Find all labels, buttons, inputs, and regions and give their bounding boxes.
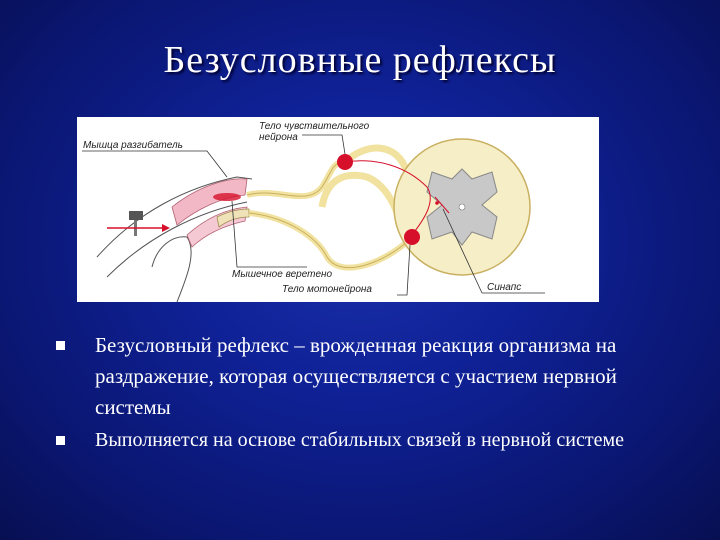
- bullet-item: [52, 330, 692, 423]
- slide-title: Безусловные рефлексы: [163, 39, 557, 81]
- sensory-neuron-body: [337, 154, 353, 170]
- synapse-dot: [435, 201, 439, 205]
- label-muscle-spindle: Мышечное веретено: [232, 269, 333, 280]
- label-extensor-muscle: Мышца разгибатель: [83, 140, 183, 151]
- label-sensory-neuron-line2: нейрона: [259, 132, 298, 143]
- bullet-square-icon: [56, 341, 65, 350]
- motor-neuron-body: [404, 229, 420, 245]
- knee-outline: [152, 237, 191, 302]
- leader-motor: [397, 245, 410, 295]
- hammer-head: [129, 211, 143, 220]
- leader-extensor: [82, 151, 227, 177]
- muscle-spindle: [213, 193, 241, 201]
- label-motor-neuron: Тело мотонейрона: [282, 284, 372, 295]
- bullet-item: [52, 426, 692, 455]
- bullet-list: [52, 330, 692, 455]
- bullet-text: Безусловный рефлекс – врожденная реакция организма на раздражение, которая осуществляется с участием нервной системы: [95, 333, 617, 419]
- central-canal: [459, 204, 465, 210]
- bullet-square-icon: [56, 436, 65, 445]
- label-sensory-neuron-line1: Тело чувствительного: [259, 121, 370, 132]
- label-synapse: Синапс: [487, 282, 522, 293]
- bullet-text: Выполняется на основе стабильных связей в нервной системе: [95, 429, 624, 451]
- motor-fiber: [249, 213, 407, 268]
- reflex-arc-diagram: [77, 117, 599, 302]
- leader-sensory: [302, 135, 345, 154]
